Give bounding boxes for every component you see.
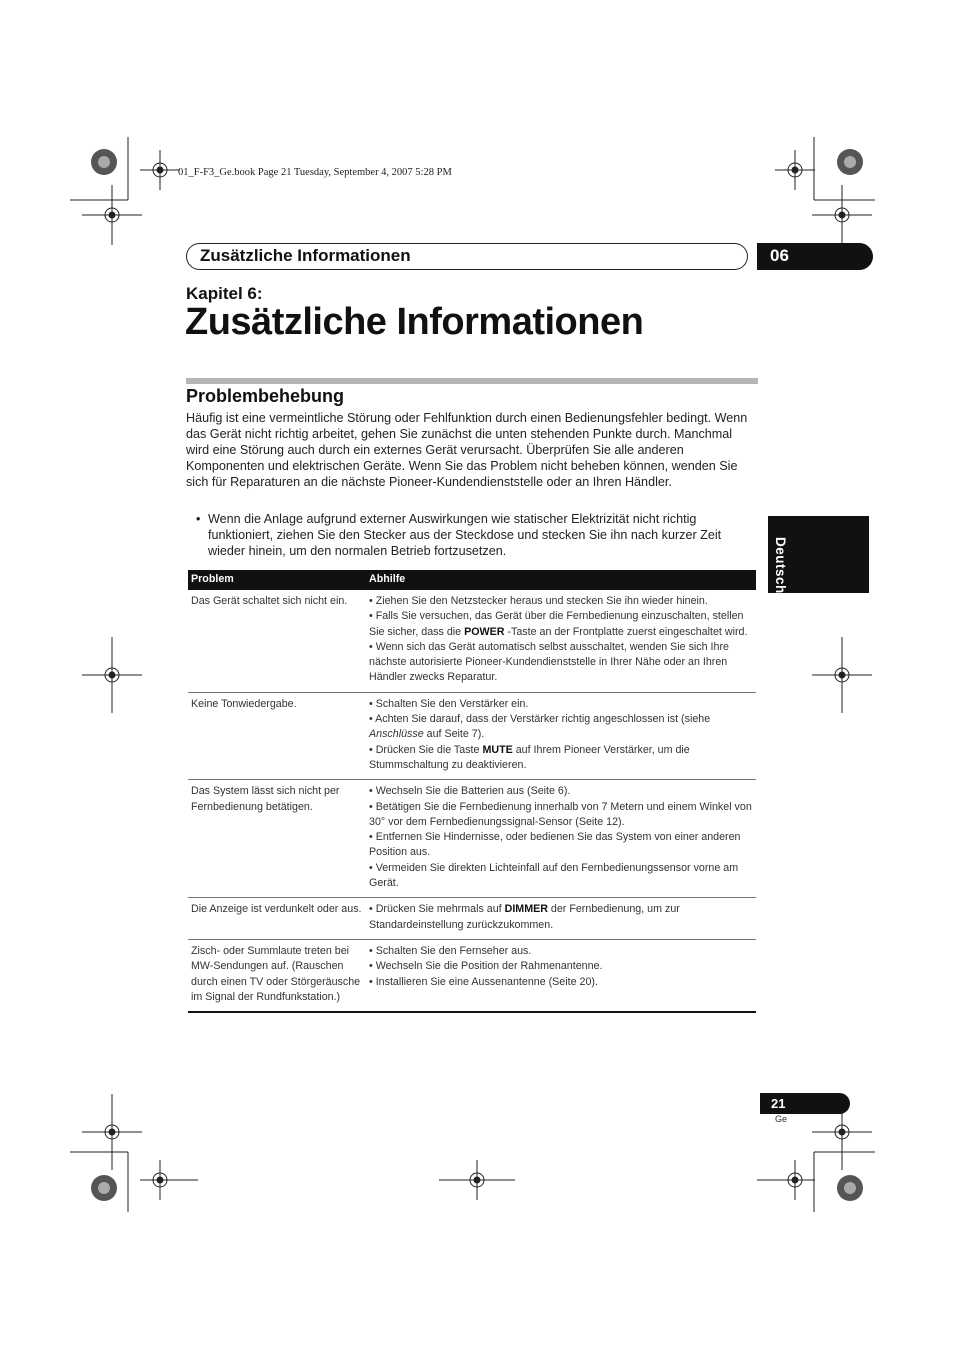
remedy-text: • Drücken Sie die Taste	[369, 743, 483, 756]
bullet-text: Wenn die Anlage aufgrund externer Auswirkungen wie statischer Elektrizität nicht richtig funktioniert, ziehen Sie den Stecker aus der Steckdose und stecken Sie ihn nach kurzer Zeit wieder hinein, um den normalen Betrieb fortzusetzen.	[208, 512, 722, 558]
remedy-item: • Betätigen Sie die Fernbedienung innerhalb von 7 Metern und einem Winkel von 30° vor dem Fernbedienungssignal-Sensor (Seite 12).	[369, 800, 752, 828]
reference-title: Anschlüsse	[369, 728, 424, 741]
problem-cell: Keine Tonwiedergabe.	[188, 692, 367, 779]
remedy-item	[369, 712, 753, 743]
page-title: Zusätzliche Informationen	[185, 301, 644, 343]
problem-cell: Das Gerät schaltet sich nicht ein.	[188, 590, 367, 692]
bullet-marker: •	[196, 512, 201, 526]
chapter-label: Kapitel 6:	[186, 284, 263, 303]
note-bullet	[186, 511, 758, 559]
remedy-text: auf Ihrem Pioneer Verstärker, um die Stummschaltung zu deaktivieren.	[369, 743, 690, 771]
table-row	[188, 590, 756, 692]
section-divider	[186, 378, 758, 384]
remedy-text: der Fernbedienung, um zur Standardeinstellung zurückzukommen.	[369, 903, 680, 931]
remedy-item	[369, 902, 753, 933]
language-tab-label: Deutsch	[773, 537, 788, 594]
remedy-item: • Schalten Sie den Fernseher aus.	[369, 944, 532, 957]
remedy-text: • Achten Sie darauf, dass der Verstärker richtig angeschlossen ist (siehe	[369, 713, 711, 726]
problem-cell: Das System lässt sich nicht per Fernbedienung betätigen.	[188, 780, 367, 898]
button-name: DIMMER	[504, 903, 548, 916]
remedy-item: • Schalten Sie den Verstärker ein.	[369, 697, 529, 710]
button-name: MUTE	[482, 743, 513, 756]
remedy-cell	[367, 939, 756, 1012]
remedy-item: • Ziehen Sie den Netzstecker heraus und stecken Sie ihn wieder hinein.	[369, 595, 708, 607]
table-row	[188, 692, 756, 779]
remedy-item	[369, 743, 753, 774]
remedy-text: -Taste an der Frontplatte zuerst eingeschaltet wird.	[504, 625, 748, 638]
print-job-info: 01_F-F3_Ge.book Page 21 Tuesday, September 4, 2007 5:28 PM	[178, 167, 452, 178]
table-row	[188, 898, 756, 940]
remedy-item: • Wenn sich das Gerät automatisch selbst ausschaltet, wenden Sie sich Ihre nächste autorisierte Pioneer-Kundendienststelle in Ihrer Nähe oder an Ihren Händler zwecks Reparatur.	[369, 640, 729, 684]
remedy-cell	[367, 590, 756, 692]
section-title: Problembehebung	[186, 386, 345, 406]
table-header-row	[188, 570, 756, 590]
remedy-cell	[367, 692, 756, 779]
remedy-item: • Wechseln Sie die Batterien aus (Seite 6).	[369, 785, 571, 798]
remedy-item: • Entfernen Sie Hindernisse, oder bedienen Sie das System von einer anderen Position aus.	[369, 831, 741, 859]
remedy-item: • Vermeiden Sie direkten Lichteinfall auf den Fernbedienungssensor vorne am Gerät.	[369, 861, 739, 890]
remedy-text: auf Seite 7).	[423, 728, 485, 741]
remedy-item: • Installieren Sie eine Aussenantenne (Seite 20).	[369, 975, 598, 988]
header-title: Zusätzliche Informationen	[200, 246, 411, 265]
chapter-number: 06	[770, 246, 789, 265]
column-header-problem: Problem	[188, 570, 367, 590]
language-code: Ge	[775, 1114, 788, 1124]
remedy-item: • Wechseln Sie die Position der Rahmenantenne.	[369, 960, 603, 973]
remedy-text: • Falls Sie versuchen, das Gerät über die Fernbedienung einzuschalten, stellen Sie sicher, dass die	[369, 610, 744, 638]
problem-cell: Zisch- oder Summlaute treten bei MW-Sendungen auf. (Rauschen durch einen TV oder Störgeräusche im Signal der Rundfunkstation.)	[188, 939, 367, 1012]
problem-cell: Die Anzeige ist verdunkelt oder aus.	[188, 898, 367, 940]
remedy-cell	[367, 780, 756, 898]
troubleshooting-table	[188, 570, 756, 1013]
page-number: 21	[771, 1096, 786, 1111]
table-row	[188, 939, 756, 1012]
intro-paragraph: Häufig ist eine vermeintliche Störung oder Fehlfunktion durch einen Bedienungsfehler bedingt. Wenn das Gerät nicht richtig arbeitet, gehen Sie zunächst die unten stehenden Punkte durch. Manchmal wird eine Störung auch durch ein externes Gerät verursacht. Überprüfen Sie alle anderen Komponenten und elektrischen Geräte. Wenn Sie das Problem nicht beheben können, wenden Sie sich für Reparaturen an die nächste Pioneer-Kundendienststelle oder an Ihren Händler.	[186, 411, 748, 489]
table-row	[188, 780, 756, 898]
column-header-remedy: Abhilfe	[367, 570, 756, 590]
remedy-item	[369, 609, 753, 640]
remedy-cell	[367, 898, 756, 940]
remedy-text: • Drücken Sie mehrmals auf	[369, 903, 505, 916]
button-name: POWER	[464, 625, 505, 638]
